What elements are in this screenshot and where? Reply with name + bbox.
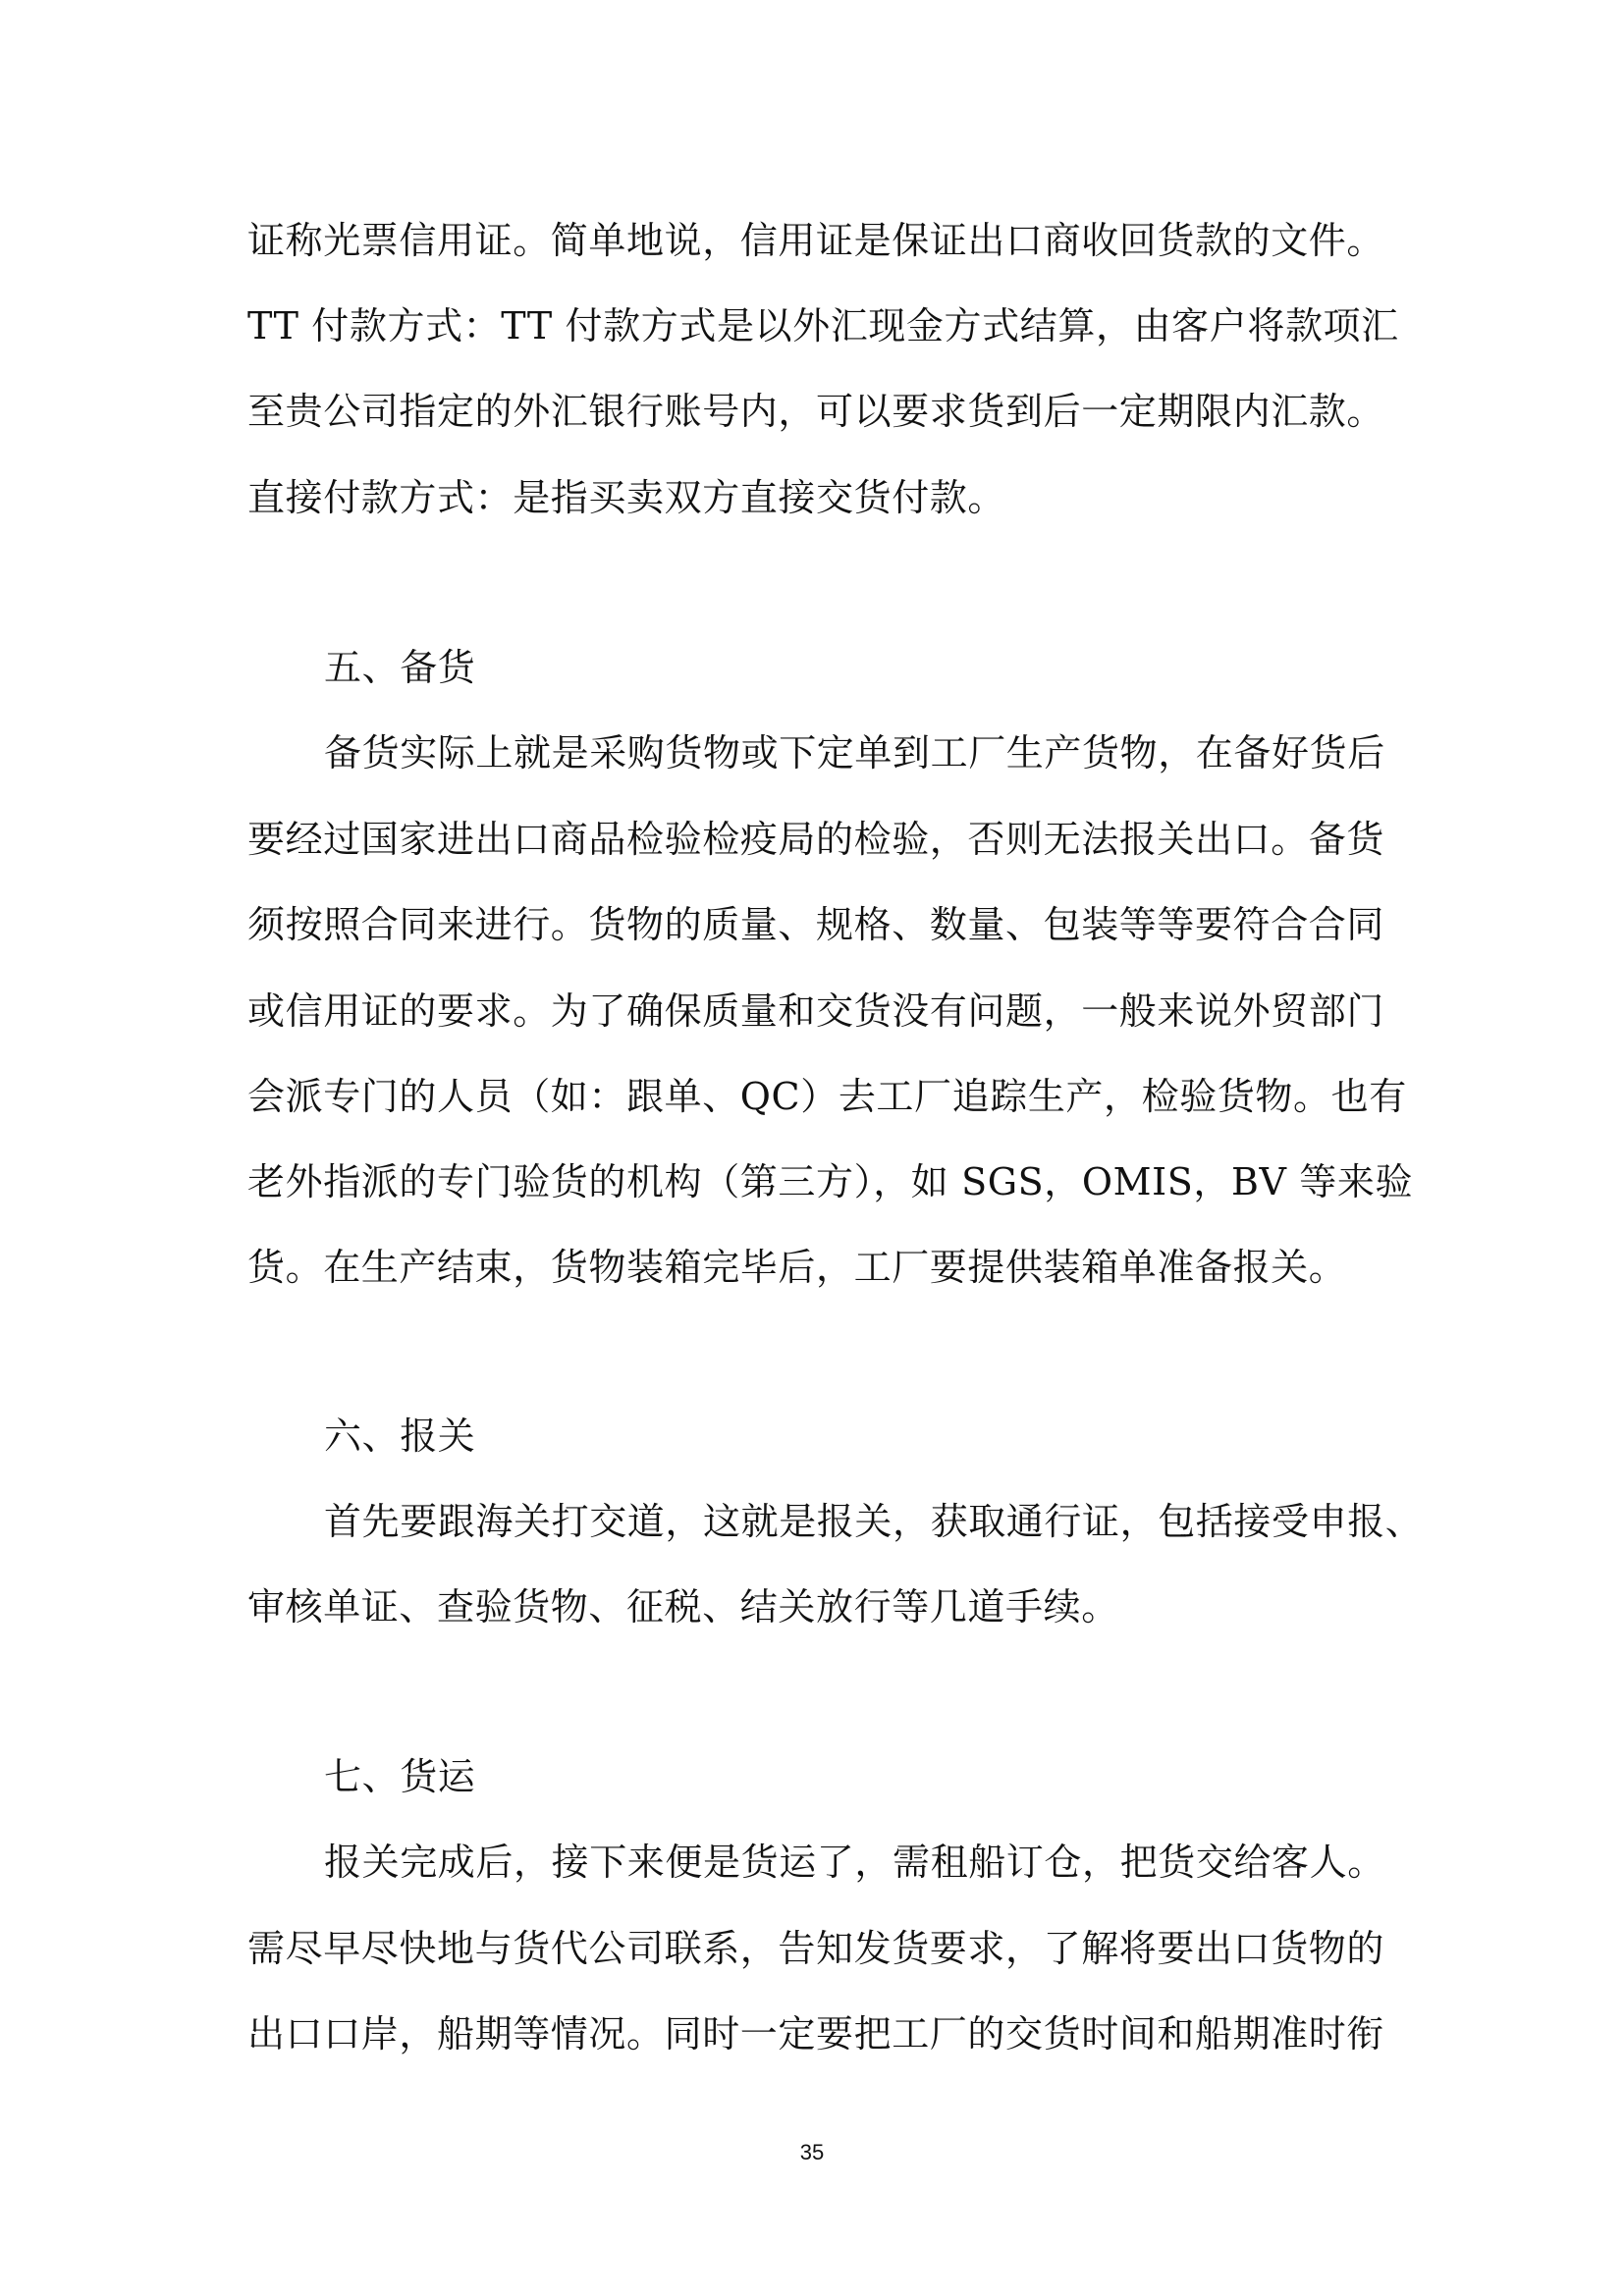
paragraph-line: 货。在生产结束，货物装箱完毕后，工厂要提供装箱单准备报关。 <box>247 1246 1347 1289</box>
section-heading: 七、货运 <box>324 1755 476 1798</box>
page-number: 35 <box>799 2140 825 2164</box>
paragraph-line: 老外指派的专门验货的机构（第三方），如 SGS，OMIS，BV 等来验 <box>247 1160 1414 1203</box>
paragraph-line: 须按照合同来进行。货物的质量、规格、数量、包装等等要符合合同 <box>247 903 1385 946</box>
paragraph-line: TT 付款方式：TT 付款方式是以外汇现金方式结算，由客户将款项汇 <box>247 304 1399 347</box>
paragraph-line: 直接付款方式：是指买卖双方直接交货付款。 <box>247 476 1006 519</box>
paragraph-line: 要经过国家进出口商品检验检疫局的检验，否则无法报关出口。备货 <box>247 818 1385 861</box>
paragraph-line: 证称光票信用证。简单地说，信用证是保证出口商收回货款的文件。 <box>247 219 1385 262</box>
paragraph-line: 出口口岸，船期等情况。同时一定要把工厂的交货时间和船期准时衔 <box>247 2012 1385 2056</box>
paragraph-line: 会派专门的人员（如：跟单、QC）去工厂追踪生产，检验货物。也有 <box>247 1075 1407 1118</box>
paragraph-line: 报关完成后，接下来便是货运了，需租船订仓，把货交给客人。 <box>324 1841 1385 1884</box>
paragraph-line: 需尽早尽快地与货代公司联系，告知发货要求，了解将要出口货物的 <box>247 1927 1385 1970</box>
section-heading: 六、报关 <box>324 1415 476 1458</box>
section-heading: 五、备货 <box>324 646 476 689</box>
paragraph-line: 备货实际上就是采购货物或下定单到工厂生产货物，在备好货后 <box>324 731 1385 774</box>
paragraph-line: 至贵公司指定的外汇银行账号内，可以要求货到后一定期限内汇款。 <box>247 390 1385 433</box>
paragraph-line: 审核单证、查验货物、征税、结关放行等几道手续。 <box>247 1585 1119 1629</box>
paragraph-line: 首先要跟海关打交道，这就是报关，获取通行证，包括接受申报、 <box>324 1500 1424 1543</box>
paragraph-line: 或信用证的要求。为了确保质量和交货没有问题，一般来说外贸部门 <box>247 989 1385 1033</box>
